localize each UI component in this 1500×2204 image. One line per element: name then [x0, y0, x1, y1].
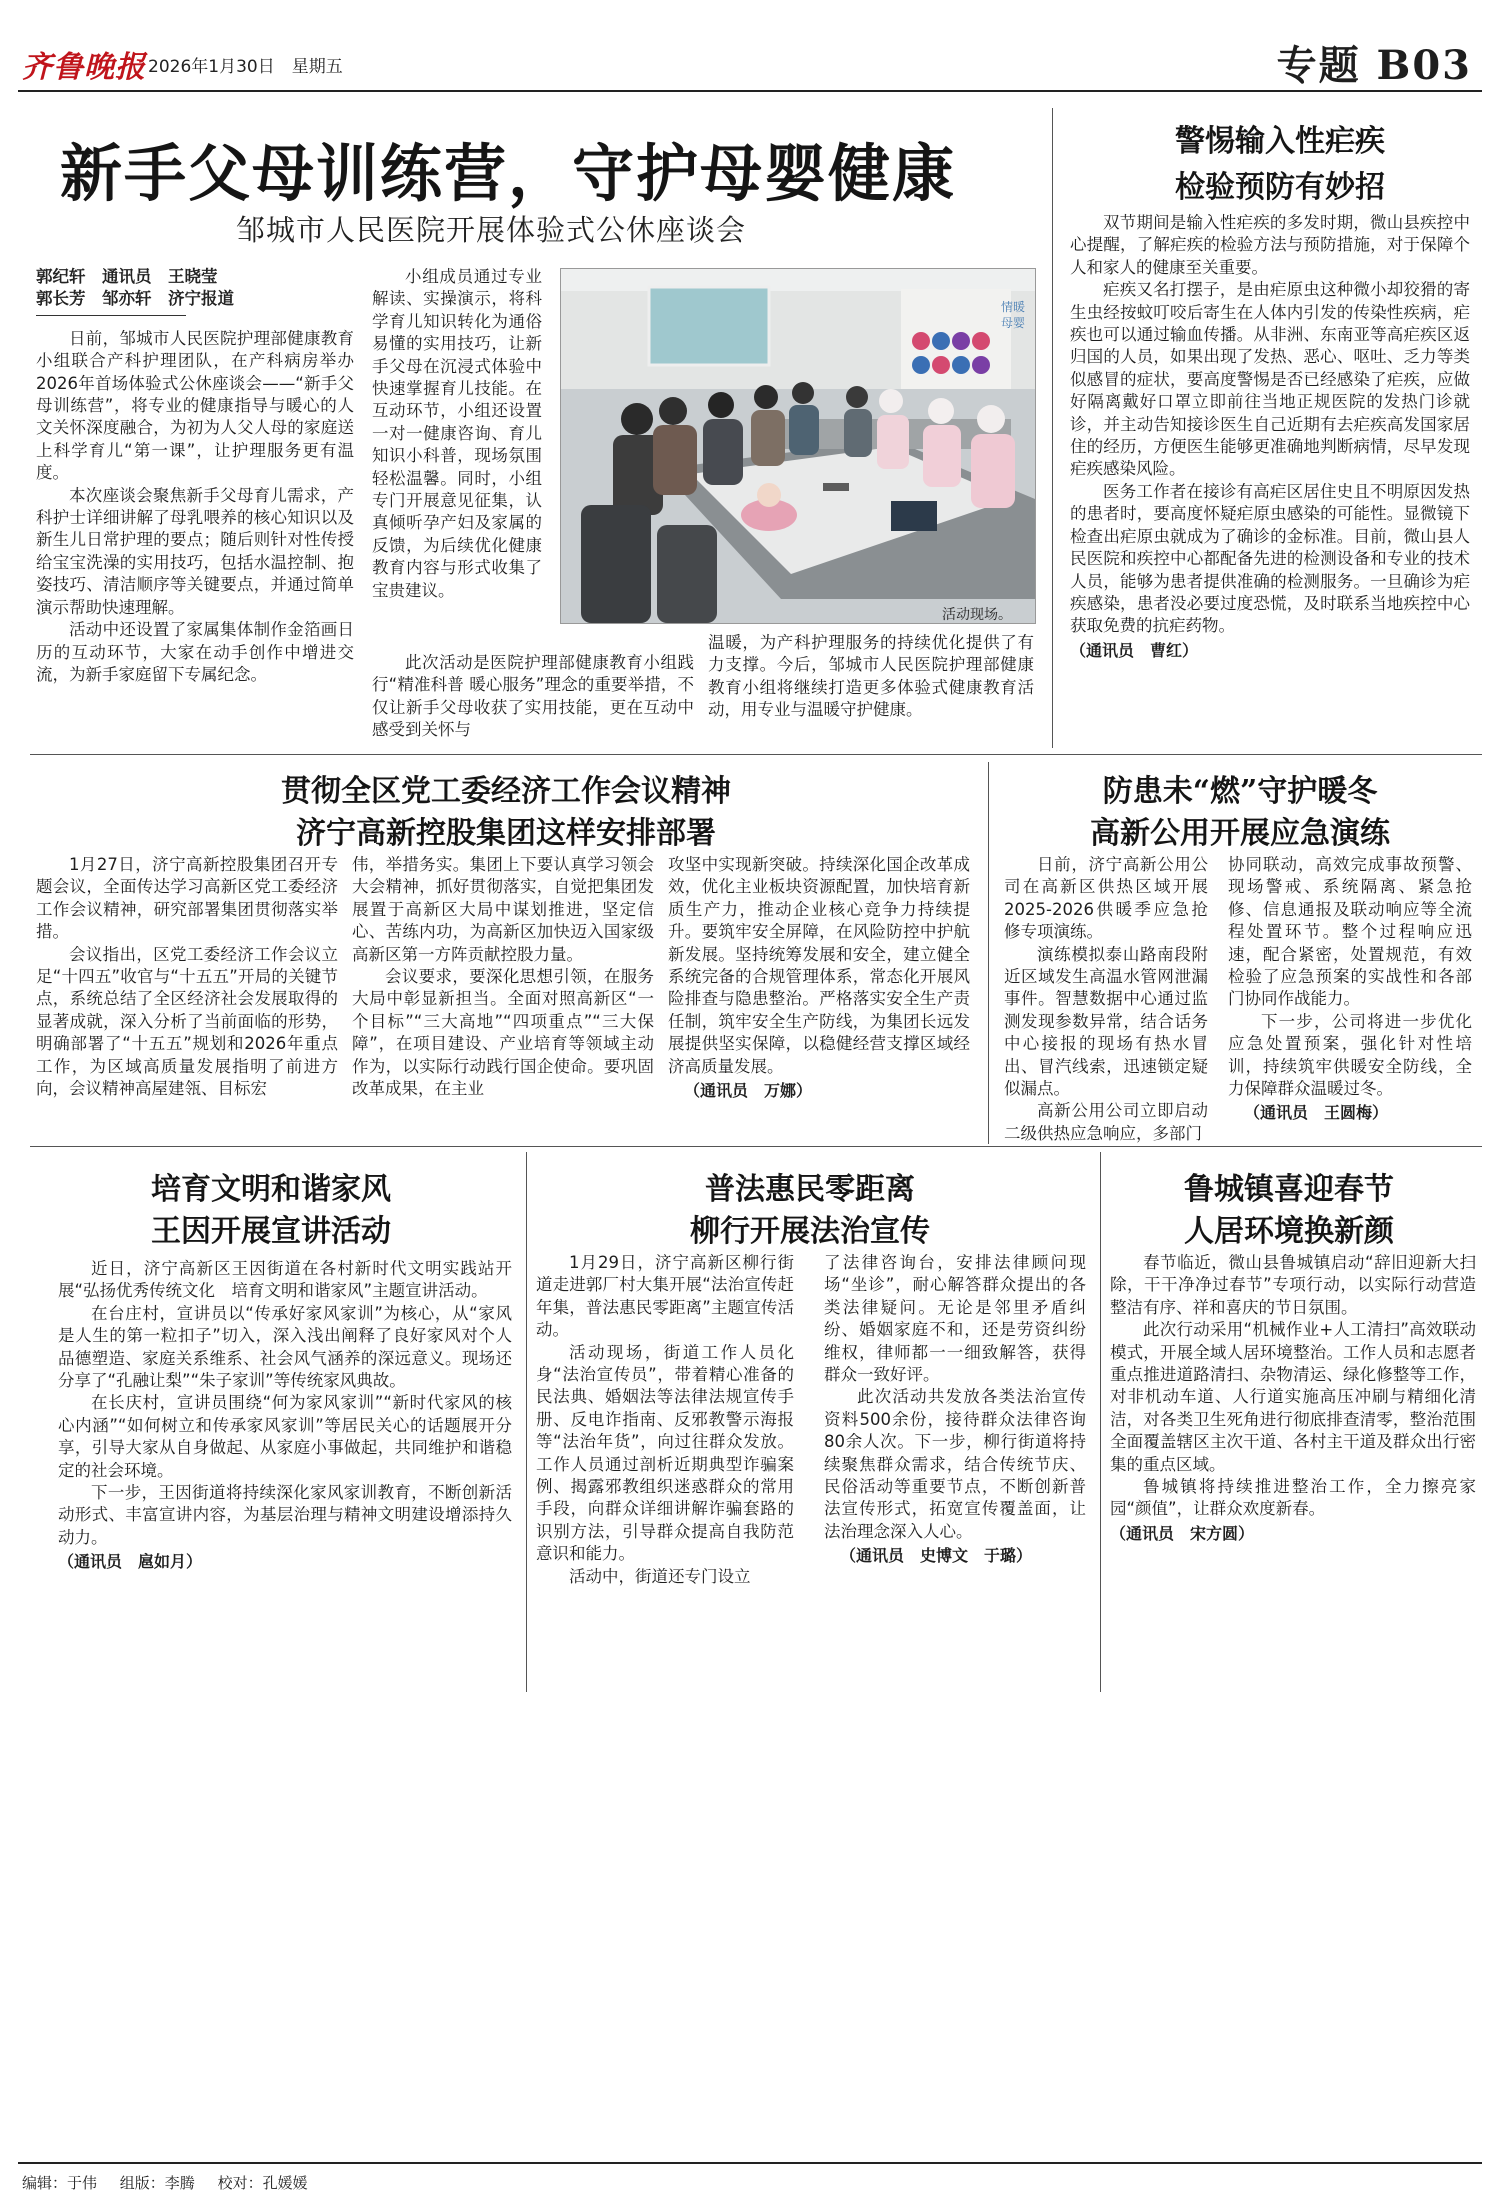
article-5-credit: （通讯员 扈如月） — [58, 1552, 203, 1572]
article-3-title-1: 贯彻全区党工委经济工作会议精神 — [281, 774, 731, 809]
section-rule-1 — [30, 754, 1482, 755]
paragraph: 此次行动采用“机械作业+人工清扫”高效联动模式，开展全域人居环境整治。工作人员和志愿者重点推进道路清扫、杂物清运、绿化修整等工作，对非机动车道、人行道实施高压冲刷与精细化清洁，对各类卫生死角进行彻底排查清零，整治范围全面覆盖辖区主次干道、各村主干道及群众出行密集的重点区域。 — [1110, 1320, 1476, 1474]
article-2-title-2: 检验预防有妙招 — [1175, 170, 1385, 205]
footer-rule — [18, 2162, 1482, 2164]
article-4-title-1: 防患未“燃”守护暖冬 — [1102, 774, 1378, 809]
article-2-credit: （通讯员 曹红） — [1070, 640, 1199, 660]
article-6-title-2: 柳行开展法治宣传 — [690, 1214, 930, 1249]
photo-caption: 活动现场。 — [942, 607, 1012, 623]
article-3-column-3 — [668, 854, 970, 1102]
column-divider — [1100, 1152, 1101, 1692]
paragraph: 日前，邹城市人民医院护理部健康教育小组联合产科护理团队，在产科病房举办2026年首场体验式公休座谈会——“新手父母训练营”，将专业的健康指导与暖心的人文关怀深度融合，为初为人父人母的家庭送上科学育儿“第一课”，让护理服务更有温度。 — [36, 328, 354, 483]
paragraph: 鲁城镇将持续推进整治工作，全力擦亮家园“颜值”，让群众欢度新春。 — [1110, 1477, 1476, 1519]
paragraph: 活动中还设置了家属集体制作金箔画日历的互动环节，大家在动手创作中增进交流，为新手家庭留下专属纪念。 — [36, 620, 354, 684]
paragraph: 协同联动，高效完成事故预警、现场警戒、系统隔离、紧急抢修、信息通报及联动响应等全流程处置环节。整个过程响应迅速，配合紧密，处置规范，有效检验了应急预案的实战性和各部门协同作战能力。 — [1228, 855, 1472, 1009]
paragraph: 高新公用公司立即启动二级供热应急响应，多部门 — [1004, 1101, 1208, 1143]
article-1-subtitle: 邹城市人民医院开展体验式公休座谈会 — [236, 213, 747, 247]
newspaper-logo: 齐鲁晚报 — [22, 50, 146, 85]
paragraph: 演练模拟泰山路南段附近区域发生高温水管网泄漏事件。智慧数据中心通过监测发现参数异常，结合话务中心接报的现场有热水冒出、冒汽线索，迅速锁定疑似漏点。 — [1004, 944, 1208, 1099]
article-3-column-1 — [36, 854, 338, 1100]
article-4-column-1 — [1004, 854, 1208, 1145]
article-3-title-2: 济宁高新控股集团这样安排部署 — [296, 816, 716, 851]
page-number: 专题 B03 — [1276, 42, 1472, 89]
issue-date: 2026年1月30日 星期五 — [148, 57, 343, 77]
paragraph: 活动中，街道还专门设立 — [569, 1566, 751, 1586]
event-photo — [560, 268, 1036, 624]
paragraph: 日前，济宁高新公用公司在高新区供热区域开展2025-2026供暖季应急抢修专项演练。 — [1004, 855, 1208, 942]
paragraph: 在长庆村，宣讲员围绕“何为家风家训”“新时代家风的核心内涵”“如何树立和传承家风家训”等居民关心的话题展开分享，引导大家从自身做起、从家庭小事做起，共同维护和谐稳定的社会环境。 — [58, 1393, 512, 1480]
article-6-credit: （通讯员 史博文 于璐） — [840, 1546, 1033, 1566]
article-1-title: 新手父母训练营，守护母婴健康 — [60, 137, 957, 210]
column-divider — [1052, 108, 1053, 748]
article-7-title-2: 人居环境换新颜 — [1184, 1214, 1394, 1249]
article-2-title-1: 警惕输入性疟疾 — [1175, 124, 1385, 159]
paragraph: 1月29日，济宁高新区柳行街道走进郭厂村大集开展“法治宣传赶年集，普法惠民零距离”主题宣传活动。 — [536, 1253, 794, 1340]
article-4-title-2: 高新公用开展应急演练 — [1090, 816, 1390, 851]
paragraph: 小组成员通过专业解读、实操演示，将科学育儿知识转化为通俗易懂的实用技巧，让新手父母在沉浸式体验中快速掌握育儿技能。在互动环节，小组还设置一对一健康咨询、育儿知识小科普，现场氛围轻松温馨。同时，小组专门开展意见征集，认真倾听孕产妇及家属的反馈，为后续优化健康教育内容与形式收集了宝贵建议。 — [372, 267, 542, 600]
paragraph: 活动现场，街道工作人员化身“法治宣传员”，带着精心准备的民法典、婚姻法等法律法规宣传手册、反电诈指南、反邪教警示海报等“法治年货”，向过往群众发放。工作人员通过剖析近期典型诈骗案例、揭露邪教组织迷惑群众的常用手段，向群众详细讲解诈骗套路的识别方法，引导群众提高自我防范意识和能力。 — [536, 1342, 794, 1564]
article-3-column-2 — [352, 854, 654, 1100]
article-1-column-2-top — [372, 266, 542, 602]
paragraph: 近日，济宁高新区王因街道在各村新时代文明实践站开展“弘扬优秀传统文化 培育文明和谐家风”主题宣讲活动。 — [58, 1259, 512, 1301]
photo-wall-text-1: 情暖 — [1001, 300, 1026, 314]
footer-layout: 组版：李腾 — [119, 2174, 195, 2192]
article-6-title-1: 普法惠民零距离 — [705, 1172, 915, 1207]
paragraph: 疟疾又名打摆子，是由疟原虫这种微小却狡猾的寄生虫经按蚊叮咬后寄生在人体内引发的传染性疾病，疟疾也可以通过输血传播。从非洲、东南亚等高疟疾区返归国的人员，如果出现了发热、恶心、呕吐、乏力等类似感冒的症状，要高度警惕是否已经感染了疟疾，应做好隔离戴好口罩立即前往当地正规医院的发热门诊就诊，并主动告知接诊医生自己近期有去疟疾高发国家居住的经历，方便医生能够更准确地判断病情，尽早发现疟疾感染风险。 — [1070, 280, 1470, 479]
paragraph: 1月27日，济宁高新控股集团召开专题会议，全面传达学习高新区党工委经济工作会议精神，研究部署集团贯彻落实举措。 — [36, 855, 338, 942]
event-photo-illustration — [561, 269, 1035, 623]
photo-wall-text-2: 母婴 — [1001, 316, 1026, 330]
paragraph: 温暖，为产科护理服务的持续优化提供了有力支撑。今后，邹城市人民医院护理部健康教育小组将继续打造更多体验式健康教育活动，用专业与温暖守护健康。 — [708, 633, 1034, 720]
paragraph: 下一步，公司将进一步优化应急处置预案，强化针对性培训，持续筑牢供暖安全防线，全力保障群众温暖过冬。 — [1228, 1011, 1472, 1099]
article-4-column-2 — [1228, 854, 1472, 1125]
article-1-column-3 — [708, 632, 1034, 722]
column-divider — [526, 1152, 527, 1692]
article-7-body — [1110, 1252, 1476, 1545]
article-1-byline-1: 郭纪轩 通讯员 王晓莹 — [36, 267, 218, 286]
paragraph: 此次活动是医院护理部健康教育小组践行“精准科普 暖心服务”理念的重要举措，不仅让新手父母收获了实用技能，更在互动中感受到关怀与 — [372, 653, 694, 740]
article-5-title-1: 培育文明和谐家风 — [151, 1172, 391, 1207]
paragraph: 伟，举措务实。集团上下要认真学习领会大会精神，抓好贯彻落实，自觉把集团发展置于高新区大局中谋划推进，坚定信心、苦练内功，为高新区加快迈入国家级高新区第一方阵贡献控股力量。 — [352, 855, 654, 964]
article-7-credit: （通讯员 宋方圆） — [1110, 1523, 1255, 1543]
byline-rule — [36, 315, 186, 316]
paragraph: 会议要求，要深化思想引领，在服务大局中彰显新担当。全面对照高新区“一个目标”“三大高地”“四项重点”“三大保障”，在项目建设、产业培育等领域主动作为，以实际行动践行国企使命。要巩固改革成果，在主业 — [352, 967, 654, 1099]
article-4-credit: （通讯员 王圆梅） — [1244, 1103, 1389, 1123]
paragraph: 下一步，王因街道将持续深化家风家训教育，不断创新活动形式、丰富宣讲内容，为基层治理与精神文明建设增添持久动力。 — [58, 1483, 512, 1547]
article-5-title-2: 王因开展宣讲活动 — [151, 1214, 391, 1249]
column-divider — [988, 762, 989, 1144]
footer-credits — [22, 2172, 326, 2193]
paragraph: 会议指出，区党工委经济工作会议立足“十四五”收官与“十五五”开局的关键节点，系统总结了全区经济社会发展取得的显著成就，深入分析了当前面临的形势，明确部署了“十五五”规划和2026年重点工作，为区域高质量发展指明了前进方向，会议精神高屋建瓴、目标宏 — [36, 944, 338, 1099]
article-1-column-1 — [36, 266, 354, 686]
article-6-column-1 — [536, 1252, 794, 1588]
paragraph: 攻坚中实现新突破。持续深化国企改革成效，优化主业板块资源配置，加快培育新质生产力，推动企业核心竞争力持续提升。要筑牢安全屏障，在风险防控中护航新发展。坚持统筹发展和安全，建立健全系统完备的合规管理体系，常态化开展风险排查与隐患整治。严格落实安全生产责任制，筑牢安全生产防线，为集团长远发展提供坚实保障，以稳健经营支撑区域经济高质量发展。 — [668, 855, 970, 1076]
article-7-title-1: 鲁城镇喜迎春节 — [1184, 1172, 1394, 1207]
article-1-byline-2: 郭长芳 邹亦轩 济宁报道 — [36, 289, 234, 309]
paragraph: 双节期间是输入性疟疾的多发时期，微山县疾控中心提醒，了解疟疾的检验方法与预防措施，对于保障个人和家人的健康至关重要。 — [1070, 213, 1470, 277]
paragraph: 在台庄村，宣讲员以“传承好家风家训”为核心，从“家风是人生的第一粒扣子”切入，深入浅出阐释了良好家风对个人品德塑造、家庭关系维系、社会风气涵养的深远意义。现场还分享了“孔融让梨”“朱子家训”等传统家风典故。 — [58, 1303, 512, 1391]
footer-editor: 编辑：于伟 — [22, 2174, 98, 2192]
paragraph: 春节临近，微山县鲁城镇启动“辞旧迎新大扫除，干干净净过春节”专项行动，以实际行动营造整洁有序、祥和喜庆的节日氛围。 — [1110, 1253, 1476, 1317]
article-5-body — [58, 1258, 512, 1574]
masthead-rule — [18, 90, 1482, 92]
article-6-column-2 — [824, 1252, 1086, 1568]
paragraph: 本次座谈会聚焦新手父母育儿需求，产科护士详细讲解了母乳喂养的核心知识以及新生儿日常护理的要点；随后则针对性传授给宝宝洗澡的实用技巧，包括水温控制、抱姿技巧、清洁顺序等关键要点，并通过简单演示帮助快速理解。 — [36, 485, 354, 617]
article-2-body — [1070, 212, 1470, 662]
paragraph: 此次活动共发放各类法治宣传资料500余份，接待群众法律咨询80余人次。下一步，柳行街道将持续聚焦群众需求，结合传统节庆、民俗活动等重要节点，不断创新普法宣传形式，拓宽宣传覆盖面，让法治理念深入人心。 — [824, 1387, 1086, 1541]
article-1-column-2-bottom — [372, 652, 694, 742]
paragraph: 了法律咨询台，安排法律顾问现场“坐诊”，耐心解答群众提出的各类法律疑问。无论是邻里矛盾纠纷、婚姻家庭不和，还是劳资纠纷维权，律师都一一细致解答，获得群众一致好评。 — [824, 1253, 1086, 1385]
section-rule-2 — [30, 1146, 1482, 1147]
footer-proofreader: 校对：孔媛媛 — [217, 2174, 308, 2192]
paragraph: 医务工作者在接诊有高疟区居住史且不明原因发热的患者时，要高度怀疑疟原虫感染的可能性。显微镜下检查出疟原虫就成为了确诊的金标准。目前，微山县人民医院和疾控中心都配备先进的检测设备和专业的技术人员，能够为患者提供准确的检测服务。一旦确诊为疟疾感染，患者没必要过度恐慌，及时联系当地疾控中心获取免费的抗疟药物。 — [1070, 481, 1470, 636]
article-3-credit: （通讯员 万娜） — [684, 1081, 813, 1101]
